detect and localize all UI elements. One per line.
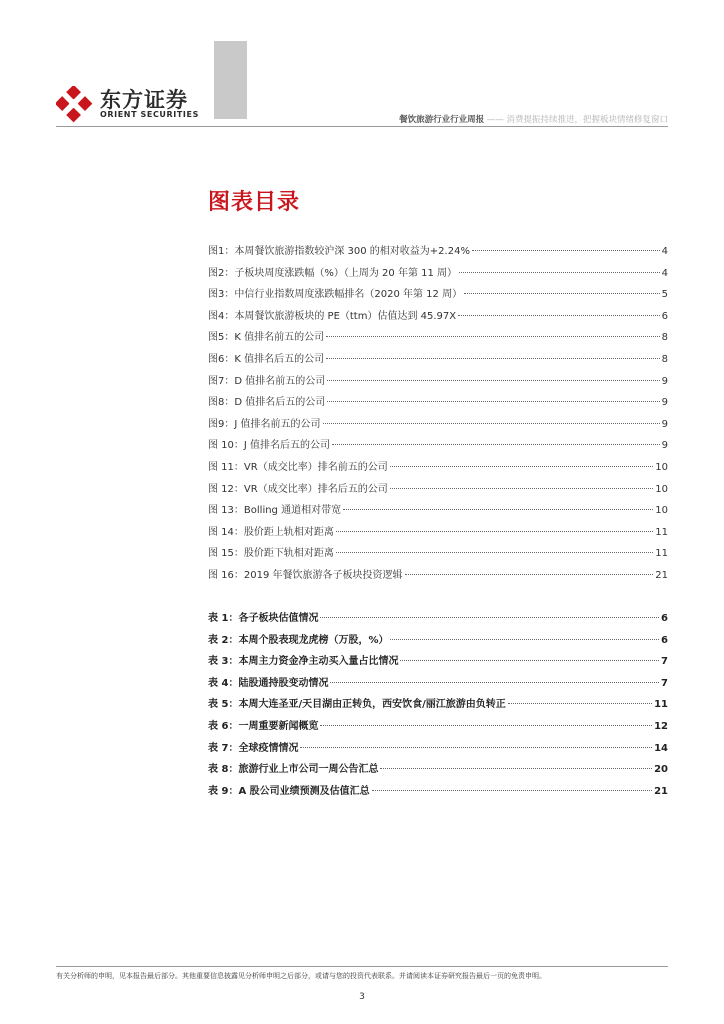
- report-name: 餐饮旅游行业行业周报: [399, 115, 485, 125]
- dot-leader: [390, 466, 654, 467]
- figure-toc-entry[interactable]: [208, 328, 668, 350]
- dot-leader: [405, 574, 654, 575]
- figure-toc-entry-page: 9: [661, 397, 668, 409]
- table-toc-entry[interactable]: [208, 674, 668, 696]
- figure-toc-entry[interactable]: [208, 350, 668, 372]
- figure-toc-entry-page: 9: [661, 440, 668, 452]
- figure-toc-entry-label: 图 12：VR（成交比率）排名后五的公司: [208, 483, 388, 495]
- company-name-cn: 东方证券: [100, 88, 188, 112]
- table-toc-entry[interactable]: [208, 760, 668, 782]
- table-toc-entry-page: 21: [654, 785, 668, 797]
- figure-toc-entry-page: 11: [655, 526, 668, 538]
- figure-toc-entry-page: 9: [661, 418, 668, 430]
- figure-toc-entry-label: 图9：J 值排名前五的公司: [208, 418, 321, 430]
- dot-leader: [320, 725, 652, 726]
- figure-toc-entry-label: 图 15：股价距下轨相对距离: [208, 548, 334, 560]
- figure-toc-entry[interactable]: [208, 523, 668, 545]
- table-toc-entry-label: 表 1：各子板块估值情况: [208, 613, 319, 624]
- table-toc-entry[interactable]: [208, 631, 668, 653]
- figure-toc-entry-page: 5: [661, 289, 668, 301]
- table-toc-entry-page: 12: [654, 720, 668, 732]
- dot-leader: [326, 358, 660, 359]
- table-toc-entry-label: 表 5：本周大连圣亚/天目湖由正转负，西安饮食/丽江旅游由负转正: [208, 699, 506, 711]
- running-header: [399, 113, 668, 125]
- table-toc-entry[interactable]: [208, 739, 668, 761]
- dot-leader: [380, 768, 652, 769]
- table-toc-entry[interactable]: [208, 609, 668, 631]
- figure-toc-entry-label: 图8：D 值排名后五的公司: [208, 397, 326, 409]
- footer-divider: [56, 966, 668, 967]
- figure-toc-entry[interactable]: [208, 436, 668, 458]
- figure-toc-entry[interactable]: [208, 415, 668, 437]
- figure-toc-entry-page: 8: [661, 353, 668, 365]
- table-toc-entry[interactable]: [208, 695, 668, 717]
- figure-toc-entry-label: 图 10：J 值排名后五的公司: [208, 440, 331, 452]
- table-toc-entry-page: 11: [654, 699, 668, 711]
- page-number: 3: [359, 992, 365, 1002]
- figure-toc-entry-label: 图5：K 值排名前五的公司: [208, 332, 325, 344]
- dot-leader: [458, 315, 659, 316]
- figure-toc-entry-page: 8: [661, 332, 668, 344]
- orient-logo-icon: [56, 86, 94, 124]
- figure-toc-entry-page: 10: [655, 483, 668, 495]
- table-toc-entry-label: 表 4：陆股通持股变动情况: [208, 677, 329, 689]
- dot-leader: [327, 401, 659, 402]
- tables-list: [208, 609, 668, 803]
- dot-leader: [336, 552, 653, 553]
- table-toc-entry-label: 表 3：本周主力资金净主动买入量占比情况: [208, 656, 399, 668]
- dot-leader: [400, 660, 659, 661]
- header-gray-bar: [214, 41, 247, 119]
- report-subtitle: 消费提振持续推进，把握板块情绪修复窗口: [506, 115, 668, 125]
- dot-leader: [300, 747, 652, 748]
- table-toc-entry-page: 7: [661, 656, 668, 668]
- figure-toc-entry[interactable]: [208, 372, 668, 394]
- header-divider: [56, 126, 668, 127]
- dot-leader: [472, 250, 660, 251]
- dot-leader: [336, 531, 653, 532]
- dot-leader: [508, 703, 652, 704]
- figure-toc-entry-label: 图1：本周餐饮旅游指数较沪深 300 的相对收益为+2.24%: [208, 246, 470, 257]
- figure-toc-entry[interactable]: [208, 307, 668, 329]
- table-toc-entry-label: 表 2：本周个股表现龙虎榜（万股，%）: [208, 634, 389, 646]
- figure-toc-entry-page: 11: [655, 548, 668, 560]
- figure-toc-entry[interactable]: [208, 544, 668, 566]
- company-name-en: ORIENT SECURITIES: [100, 110, 199, 119]
- dot-leader: [330, 682, 659, 683]
- dot-leader: [459, 272, 660, 273]
- figure-toc-entry-label: 图3：中信行业指数周度涨跌幅排名（2020 年第 12 周）: [208, 289, 463, 301]
- figure-toc-entry[interactable]: [208, 480, 668, 502]
- dot-leader: [343, 509, 653, 510]
- dot-leader: [332, 444, 660, 445]
- figure-toc-entry-page: 4: [661, 267, 668, 279]
- figure-toc-entry-label: 图6：K 值排名后五的公司: [208, 353, 325, 365]
- figure-toc-entry-label: 图 14：股价距上轨相对距离: [208, 526, 334, 538]
- figure-toc-entry-label: 图 13：Bolling 通道相对带宽: [208, 505, 342, 517]
- dot-leader: [464, 293, 660, 294]
- table-toc-entry-page: 20: [654, 764, 668, 776]
- table-toc-entry-label: 表 6：一周重要新闻概览: [208, 720, 319, 732]
- dot-leader: [390, 639, 659, 640]
- figure-toc-entry[interactable]: [208, 285, 668, 307]
- table-toc-entry-page: 6: [661, 613, 668, 624]
- dot-leader: [326, 336, 660, 337]
- table-toc-entry-label: 表 7：全球疫情情况: [208, 742, 299, 754]
- figure-toc-entry-page: 21: [655, 569, 668, 581]
- table-toc-entry[interactable]: [208, 652, 668, 674]
- figure-toc-entry-page: 6: [661, 310, 668, 322]
- table-toc-entry-label: 表 8：旅游行业上市公司一周公告汇总: [208, 764, 379, 776]
- dot-leader: [327, 380, 659, 381]
- dot-leader: [323, 423, 660, 424]
- figure-toc-entry[interactable]: [208, 242, 668, 264]
- figure-toc-entry[interactable]: [208, 501, 668, 523]
- company-logo: [56, 84, 206, 124]
- dot-leader: [320, 617, 659, 618]
- header-separator: ——: [486, 115, 504, 125]
- figure-toc-entry[interactable]: [208, 393, 668, 415]
- figure-toc-entry[interactable]: [208, 458, 668, 480]
- figures-list: [208, 242, 668, 588]
- figure-toc-entry-label: 图4：本周餐饮旅游板块的 PE（ttm）估值达到 45.97X: [208, 310, 457, 322]
- dot-leader: [390, 488, 654, 489]
- figure-toc-entry-page: 10: [655, 461, 668, 473]
- figure-toc-entry-page: 10: [655, 505, 668, 517]
- figure-toc-entry-label: 图 11：VR（成交比率）排名前五的公司: [208, 461, 388, 473]
- footer-disclaimer: 有关分析师的申明，见本报告最后部分。其他重要信息披露见分析师申明之后部分，或请与您的投资代表联系。并请阅读本证券研究报告最后一页的免责申明。: [56, 972, 546, 980]
- table-toc-entry-page: 7: [661, 677, 668, 689]
- table-toc-entry-label: 表 9：A 股公司业绩预测及估值汇总: [208, 785, 370, 797]
- figure-toc-entry-page: 9: [661, 375, 668, 387]
- figure-toc-entry[interactable]: [208, 264, 668, 286]
- figure-toc-entry[interactable]: [208, 566, 668, 588]
- figure-toc-entry-label: 图2：子板块周度涨跌幅（%）（上周为 20 年第 11 周）: [208, 267, 458, 279]
- figure-toc-entry-label: 图 16：2019 年餐饮旅游各子板块投资逻辑: [208, 569, 403, 581]
- table-toc-entry-page: 14: [654, 742, 668, 754]
- figure-toc-entry-page: 4: [661, 246, 668, 257]
- toc-title: 图表目录: [208, 190, 301, 215]
- figure-toc-entry-label: 图7：D 值排名前五的公司: [208, 375, 326, 387]
- table-toc-entry[interactable]: [208, 782, 668, 804]
- table-toc-entry-page: 6: [661, 634, 668, 646]
- table-toc-entry[interactable]: [208, 717, 668, 739]
- dot-leader: [372, 790, 652, 791]
